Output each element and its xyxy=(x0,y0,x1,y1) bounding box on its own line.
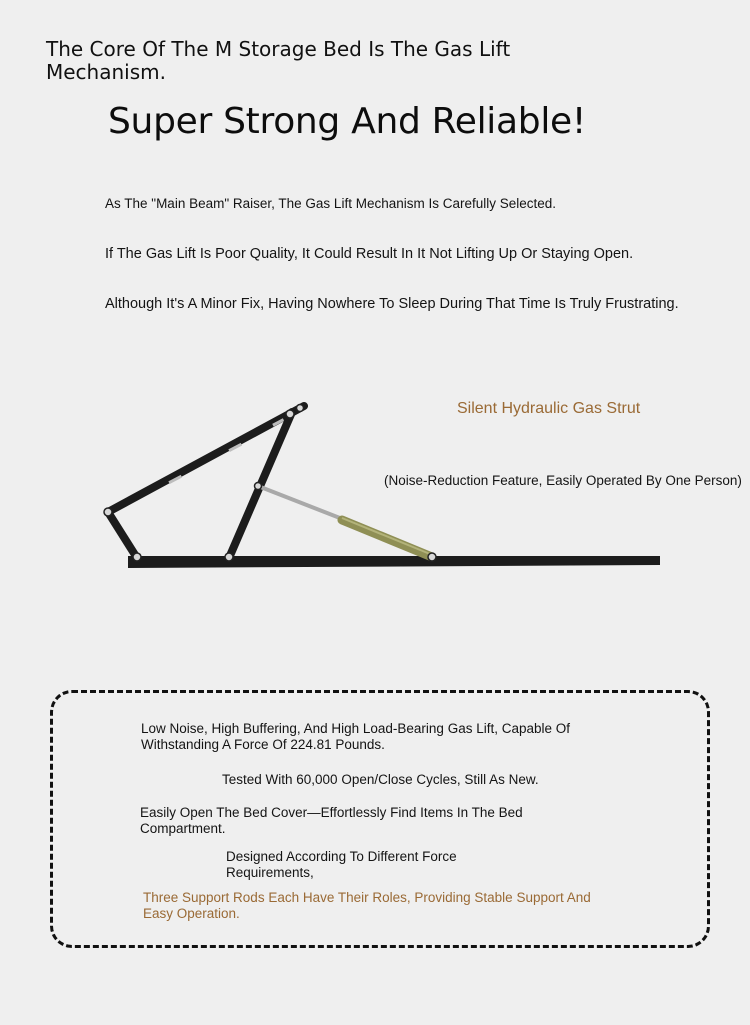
feature-item-3: Easily Open The Bed Cover—Effortlessly Find Items In The Bed Compartment. xyxy=(140,805,523,836)
short-link xyxy=(108,512,137,558)
feature-item-5: Three Support Rods Each Have Their Roles, Providing Stable Support And Easy Operation. xyxy=(143,890,591,921)
intro-paragraph-3: Although It's A Minor Fix, Having Nowhere To Sleep During That Time Is Truly Frustrating. xyxy=(105,296,679,312)
strut-note: (Noise-Reduction Feature, Easily Operated By One Person) xyxy=(384,473,742,488)
strut-rod xyxy=(258,486,345,520)
intro-paragraph-1: As The "Main Beam" Raiser, The Gas Lift Mechanism Is Carefully Selected. xyxy=(105,196,557,211)
page-title: The Core Of The M Storage Bed Is The Gas Lift Mechanism. xyxy=(46,37,511,84)
feature-item-1: Low Noise, High Buffering, And High Load-Bearing Gas Lift, Capable Of Withstanding A Force Of 224.81 Pounds. xyxy=(141,721,571,752)
headline: Super Strong And Reliable! xyxy=(108,101,587,142)
strut-title: Silent Hydraulic Gas Strut xyxy=(457,400,641,417)
feature-item-4: Designed According To Different Force Requirements, xyxy=(226,849,457,880)
feature-item-2: Tested With 60,000 Open/Close Cycles, Still As New. xyxy=(222,772,539,787)
base-rail xyxy=(128,556,660,568)
intro-paragraph-2: If The Gas Lift Is Poor Quality, It Could Result In It Not Lifting Up Or Staying Open. xyxy=(105,246,634,262)
strut-cylinder xyxy=(342,520,432,557)
